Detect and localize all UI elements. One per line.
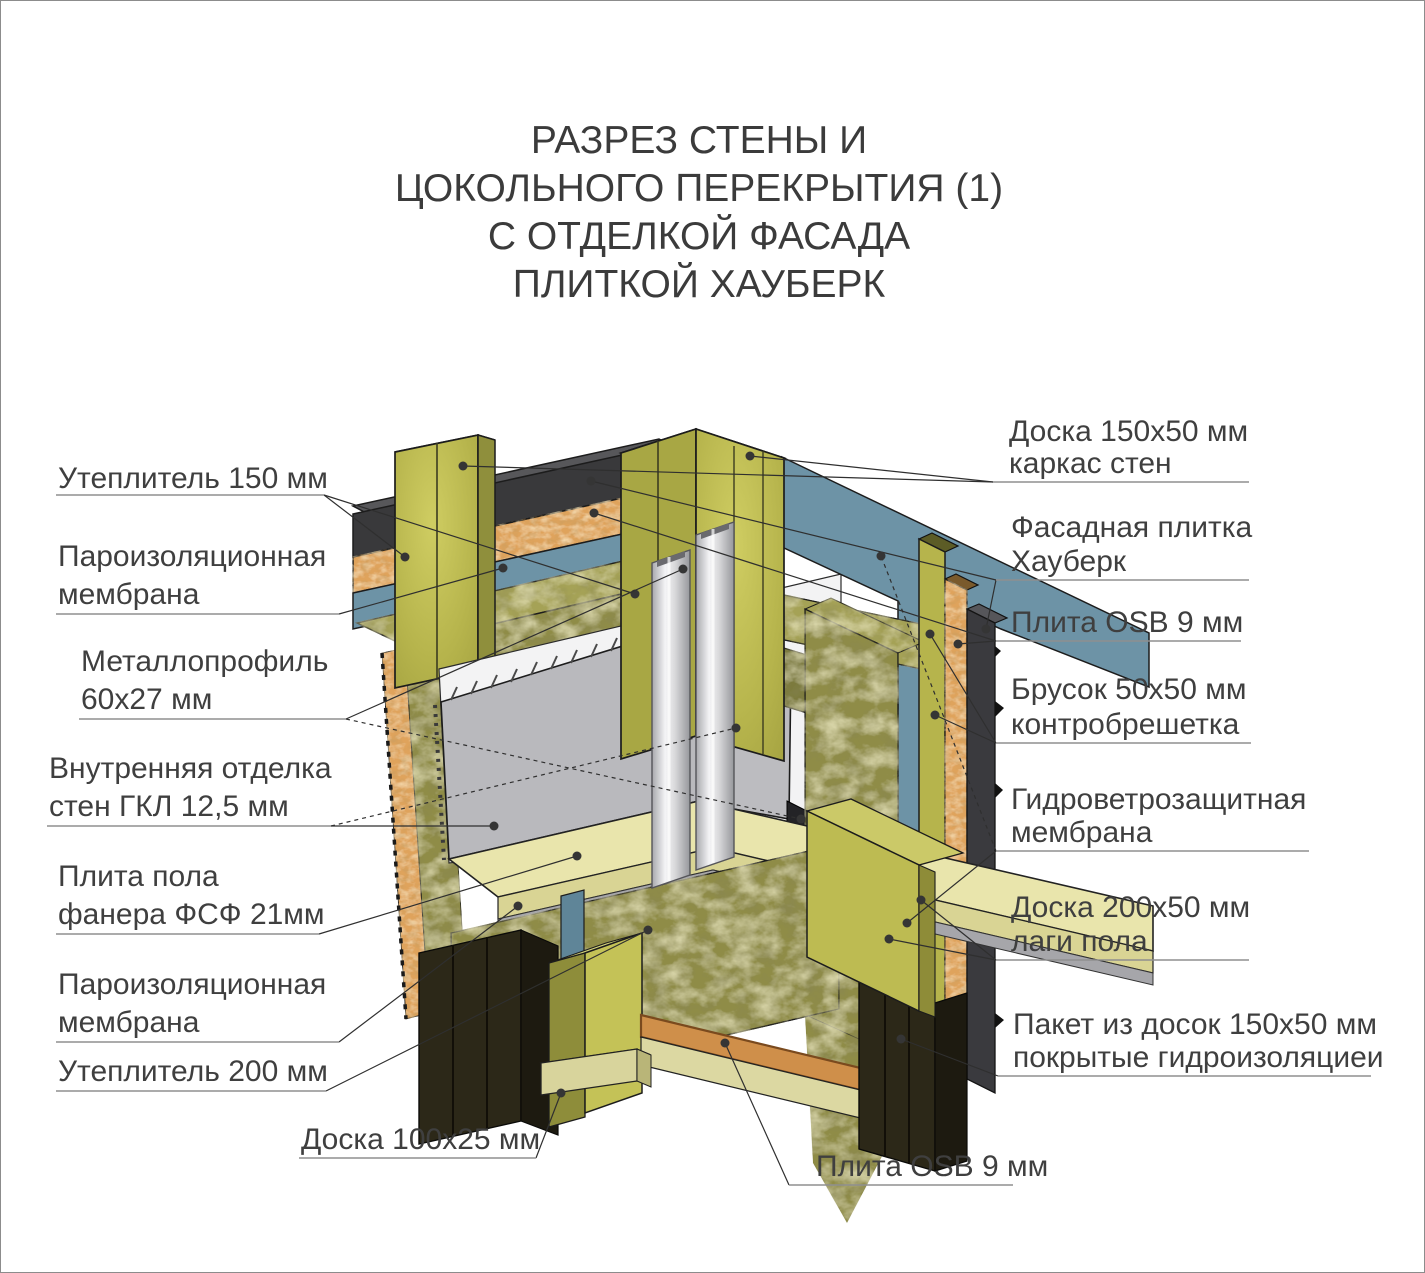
- label-insulation-150: Утеплитель 150 мм: [58, 462, 328, 495]
- label-board-150x50-2: каркас стен: [1009, 447, 1172, 480]
- label-board-200x50-1: Доска 200х50 мм: [1011, 891, 1251, 924]
- title-line-4: ПЛИТКОЙ ХАУБЕРК: [512, 263, 886, 306]
- label-interior-gkl-1: Внутренняя отделка: [49, 752, 332, 785]
- metal-profile-left: [652, 550, 690, 888]
- label-batten-1: Брусок 50х50 мм: [1011, 673, 1247, 706]
- label-vapor-membrane-top-1: Пароизоляционная: [58, 540, 327, 573]
- label-osb-9-wall: Плита OSB 9 мм: [1011, 606, 1244, 639]
- bottom-board-side: [637, 1049, 651, 1087]
- metal-profile-right: [696, 522, 734, 870]
- label-vapor-membrane-bottom-1: Пароизоляционная: [58, 968, 327, 1001]
- label-metal-profile-2: 60х27 мм: [81, 683, 213, 716]
- label-board-package-2: покрытые гидроизоляциеи: [1013, 1041, 1384, 1074]
- label-wind-membrane-1: Гидроветрозащитная: [1011, 783, 1307, 816]
- facade-panel-right: [967, 609, 995, 1093]
- title-line-2: ЦОКОЛЬНОГО ПЕРЕКРЫТИЯ (1): [394, 167, 1004, 210]
- label-floor-plywood-2: фанера ФСФ 21мм: [58, 898, 325, 931]
- diagram-canvas: [1, 1, 1424, 1272]
- floor-assembly: [419, 799, 1153, 1171]
- label-osb-9-bottom: Плита OSB 9 мм: [816, 1150, 1049, 1183]
- floor-joist-side: [549, 953, 585, 1127]
- left-stud-pair: [395, 435, 495, 688]
- label-facade-tile-1: Фасадная плитка: [1011, 511, 1253, 544]
- label-board-100x25: Доска 100х25 мм: [301, 1123, 541, 1156]
- label-insulation-200: Утеплитель 200 мм: [58, 1055, 328, 1088]
- label-board-150x50-1: Доска 150х50 мм: [1009, 415, 1249, 448]
- label-wind-membrane-2: мембрана: [1011, 816, 1153, 849]
- label-board-package-1: Пакет из досок 150х50 мм: [1013, 1008, 1377, 1041]
- label-facade-tile-2: Хауберк: [1011, 545, 1127, 578]
- label-batten-2: контробрешетка: [1011, 708, 1240, 741]
- beam-package-right-side: [935, 993, 967, 1171]
- label-interior-gkl-2: стен ГКЛ 12,5 мм: [49, 790, 289, 823]
- label-vapor-membrane-bottom-2: мембрана: [58, 1006, 200, 1039]
- label-board-200x50-2: лаги пола: [1011, 925, 1148, 958]
- title-block: [395, 119, 1003, 306]
- title-line-3: С ОТДЕЛКОЙ ФАСАДА: [487, 215, 911, 258]
- stud-side-face: [478, 435, 495, 674]
- title-line-1: РАЗРЕЗ СТЕНЫ И: [530, 119, 868, 162]
- label-metal-profile-1: Металлопрофиль: [81, 645, 329, 678]
- rim-joist-side: [919, 865, 935, 1017]
- label-vapor-membrane-top-2: мембрана: [58, 578, 200, 611]
- label-floor-plywood-1: Плита пола: [58, 860, 219, 893]
- facade-jagged-edge: [995, 646, 1004, 1028]
